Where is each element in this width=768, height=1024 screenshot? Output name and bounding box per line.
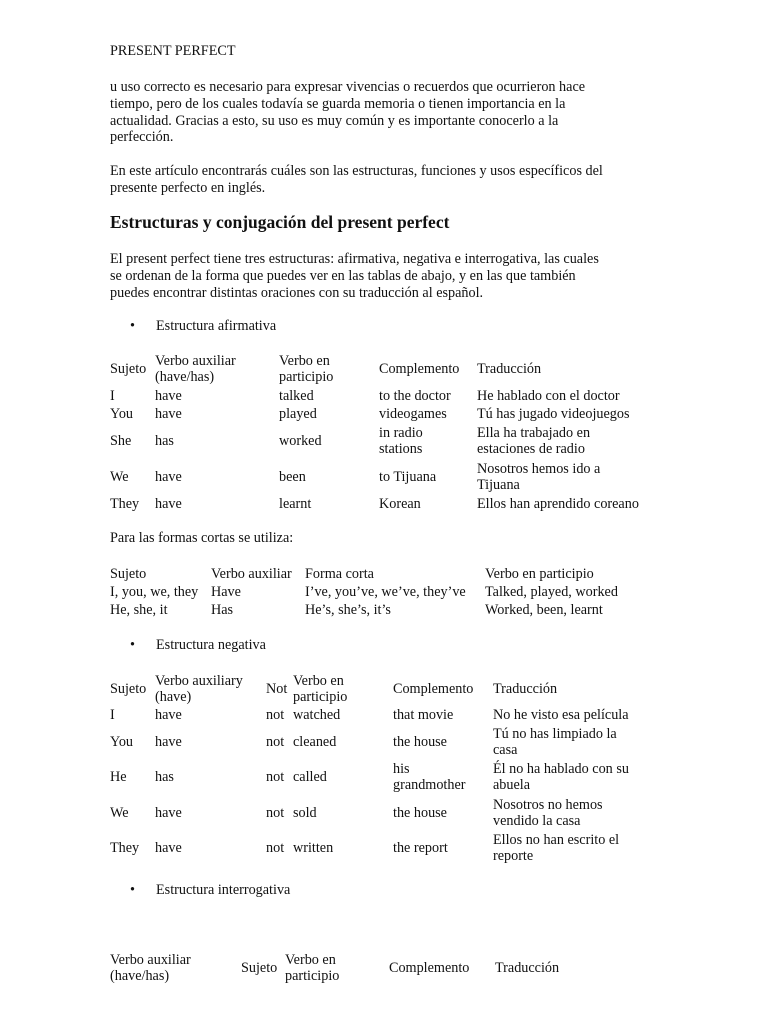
intro-line: actualidad. Gracias a esto, su uso es muy común y es importante conocerlo a la (110, 112, 559, 129)
header-verbo-auxiliar-line: (have/has) (155, 369, 215, 385)
header-traduccion (495, 960, 559, 976)
cell-traduccion-line: Nosotros hemos ido a (477, 460, 601, 477)
bullet-label: Estructura interrogativa (156, 882, 291, 898)
cell-not-line: not (266, 706, 285, 723)
cell-verbo-auxiliar-line: have (155, 387, 182, 404)
cell-traduccion-line: Tú no has limpiado la (493, 725, 617, 742)
cell-participio-line: cleaned (293, 733, 337, 750)
header-sujeto-line: Sujeto (110, 680, 147, 697)
header-sujeto (241, 960, 277, 976)
cell-verbo-auxiliar-line: has (155, 768, 174, 785)
header-forma-corta-line: Forma corta (305, 565, 374, 582)
article-line: En este artículo encontrarás cuáles son las estructuras, funciones y usos específicos del (110, 163, 603, 179)
cell-forma-corta-line: He’s, she’s, it’s (305, 601, 391, 618)
intro-line: u uso correcto es necesario para expresar vivencias o recuerdos que ocurrieron hace (110, 79, 586, 95)
cell-forma-corta-line: I’ve, you’ve, we’ve, they’ve (305, 583, 466, 600)
header-complemento-line: Complemento (389, 959, 470, 976)
header-verbo-auxiliar-line: Verbo auxiliar (211, 565, 292, 582)
cell-participio-line: been (279, 468, 306, 485)
cell-verbo-auxiliar-line: have (155, 405, 182, 422)
cell-traduccion-line: No he visto esa película (493, 706, 629, 723)
header-participio-line: Verbo en (293, 672, 344, 689)
cell-sujeto-line: You (110, 733, 134, 750)
cell-complemento-line: Korean (379, 495, 421, 512)
cell-participio-line: Talked, played, worked (485, 583, 618, 600)
cell-verbo-auxiliar-line: have (155, 839, 182, 856)
cell-sujeto-line: I (110, 706, 115, 723)
header-verbo-auxiliar-line: Verbo auxiliary (155, 672, 243, 689)
header-participio (285, 952, 339, 985)
cell-traduccion-line: Tú has jugado videojuegos (477, 405, 630, 422)
cell-not-line: not (266, 768, 285, 785)
cell-complemento-line: the house (393, 733, 447, 750)
cell-traduccion-line: Ellos han aprendido coreano (477, 495, 639, 512)
header-participio-line: participio (293, 689, 348, 705)
structures-intro-line: puedes encontrar distintas oraciones con su traducción al español. (110, 284, 484, 301)
header-traduccion-line: Traducción (493, 680, 558, 697)
header-not-line: Not (266, 680, 288, 697)
cell-participio-line: written (293, 839, 334, 856)
cell-participio-line: worked (279, 432, 322, 449)
header-participio-line: Verbo en participio (485, 565, 594, 582)
bullet-label: Estructura afirmativa (156, 318, 277, 334)
header-participio-line: participio (279, 369, 334, 385)
header-verbo-auxiliar (110, 952, 191, 985)
header-participio-line: Verbo en (285, 951, 336, 968)
intro-line: perfección. (110, 129, 174, 146)
cell-verbo-auxiliar-line: have (155, 733, 182, 750)
document-title: PRESENT PERFECT (110, 43, 236, 59)
cell-complemento-line: to the doctor (379, 387, 451, 404)
cell-participio-line: Worked, been, learnt (485, 601, 603, 618)
cell-complemento-line: grandmother (393, 777, 466, 793)
cell-verbo-auxiliar-line: have (155, 468, 182, 485)
cell-complemento-line: videogames (379, 405, 447, 422)
cell-not-line: not (266, 839, 285, 856)
cell-verbo-auxiliar-line: have (155, 804, 182, 821)
cell-sujeto-line: They (110, 839, 140, 856)
intro-line: tiempo, pero de los cuales todavía se guarda memoria o tienen importancia en la (110, 95, 566, 112)
cell-traduccion-line: reporte (493, 848, 534, 864)
article-line: presente perfecto en inglés. (110, 179, 266, 196)
cell-traduccion-line: He hablado con el doctor (477, 387, 620, 404)
cell-sujeto-line: They (110, 495, 140, 512)
cell-sujeto-line: He, she, it (110, 601, 168, 618)
cell-complemento-line: his (393, 760, 410, 777)
header-sujeto-line: Sujeto (110, 360, 147, 377)
cell-traduccion-line: abuela (493, 777, 531, 793)
cell-traduccion-line: Nosotros no hemos (493, 796, 603, 813)
cell-complemento-line: stations (379, 441, 423, 457)
header-participio-line: participio (285, 968, 340, 984)
cell-verbo-auxiliar-line: have (155, 706, 182, 723)
cell-not-line: not (266, 733, 285, 750)
cell-sujeto-line: She (110, 432, 132, 449)
cell-participio-line: played (279, 405, 317, 422)
header-complemento-line: Complemento (393, 680, 474, 697)
cell-not-line: not (266, 804, 285, 821)
header-verbo-auxiliar-line: (have) (155, 689, 192, 705)
cell-sujeto-line: I (110, 387, 115, 404)
header-verbo-auxiliar-line: Verbo auxiliar (110, 951, 191, 968)
cell-participio-line: called (293, 768, 327, 785)
cell-verbo-auxiliar-line: has (155, 432, 174, 449)
cell-traduccion-line: Ella ha trabajado en (477, 424, 591, 441)
cell-participio-line: watched (293, 706, 341, 723)
structures-intro-line: se ordenan de la forma que puedes ver en las tablas de abajo, y en las que también (110, 267, 576, 284)
cell-participio-line: talked (279, 387, 314, 404)
cell-traduccion-line: Tijuana (477, 477, 520, 493)
cell-verbo-auxiliar-line: Have (211, 583, 241, 600)
cell-sujeto-line: We (110, 468, 129, 485)
header-sujeto-line: Sujeto (241, 959, 278, 976)
cell-traduccion-line: casa (493, 742, 518, 758)
header-traduccion-line: Traducción (495, 959, 560, 976)
bullet-dot: • (130, 882, 135, 898)
cell-complemento-line: that movie (393, 706, 454, 723)
cell-sujeto-line: He (110, 768, 127, 785)
bullet-label: Estructura negativa (156, 637, 266, 653)
header-sujeto-line: Sujeto (110, 565, 147, 582)
cell-complemento-line: the report (393, 839, 448, 856)
header-complemento-line: Complemento (379, 360, 460, 377)
header-participio-line: Verbo en (279, 352, 330, 369)
header-verbo-auxiliar-line: (have/has) (110, 968, 170, 984)
cell-verbo-auxiliar-line: Has (211, 601, 234, 618)
structures-intro-line: El present perfect tiene tres estructuras: afirmativa, negativa e interrogativa, las cuales (110, 251, 599, 267)
cell-sujeto-line: You (110, 405, 134, 422)
cell-complemento-line: the house (393, 804, 447, 821)
cell-traduccion-line: Ellos no han escrito el (493, 831, 620, 848)
header-complemento (389, 960, 469, 976)
cell-sujeto-line: I, you, we, they (110, 583, 199, 600)
bullet-dot: • (130, 637, 135, 653)
section-heading: Estructuras y conjugación del present perfect (110, 212, 450, 232)
cell-participio-line: sold (293, 804, 317, 821)
bullet-dot: • (130, 318, 135, 334)
header-verbo-auxiliar-line: Verbo auxiliar (155, 352, 236, 369)
cell-traduccion-line: estaciones de radio (477, 441, 585, 457)
cell-participio-line: learnt (279, 495, 312, 512)
short-forms-intro: Para las formas cortas se utiliza: (110, 530, 294, 546)
cell-complemento-line: in radio (379, 424, 423, 441)
cell-sujeto-line: We (110, 804, 129, 821)
cell-verbo-auxiliar-line: have (155, 495, 182, 512)
header-traduccion-line: Traducción (477, 360, 542, 377)
cell-complemento-line: to Tijuana (379, 468, 437, 485)
cell-traduccion-line: vendido la casa (493, 813, 581, 829)
cell-traduccion-line: Él no ha hablado con su (493, 760, 629, 777)
